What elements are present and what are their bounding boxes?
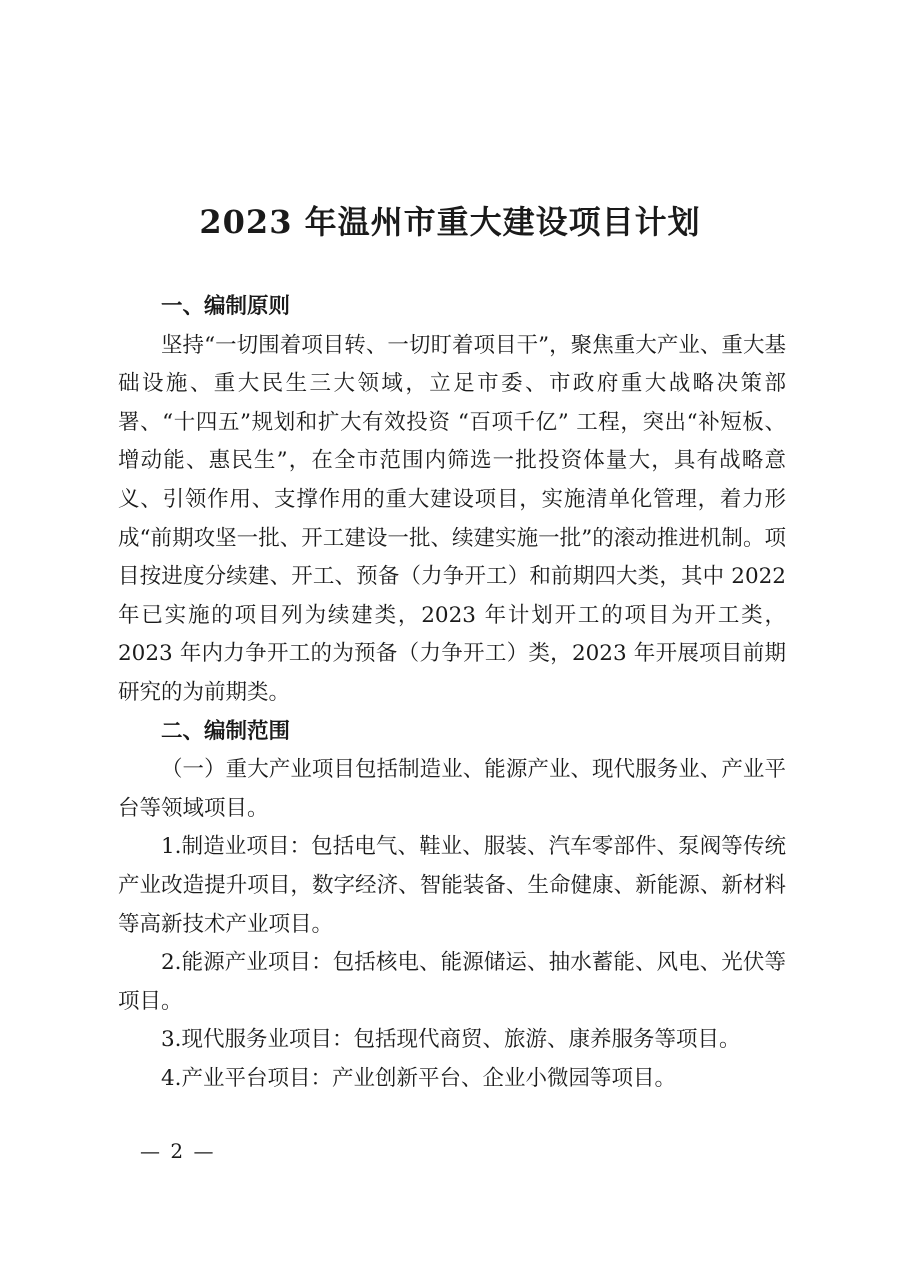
section-heading: 二、编制范围	[161, 718, 291, 744]
paragraph: 2.能源产业项目：包括核电、能源储运、抽水蓄能、风电、光伏等项目。	[118, 950, 786, 1014]
paragraph: 1.制造业项目：包括电气、鞋业、服装、汽车零部件、泵阀等传统产业改造提升项目，数字经济、智能装备、生命健康、新能源、新材料等高新技术产业项目。	[118, 834, 786, 937]
paragraph: 4.产业平台项目：产业创新平台、企业小微园等项目。	[161, 1065, 677, 1091]
paragraph: 3.现代服务业项目：包括现代商贸、旅游、康养服务等项目。	[161, 1027, 741, 1053]
document-title: 2023 年温州市重大建设项目计划	[199, 203, 701, 241]
paragraph: （一）重大产业项目包括制造业、能源产业、现代服务业、产业平台等领域项目。	[118, 757, 786, 821]
paragraph: 坚持“一切围着项目转、一切盯着项目干”，聚焦重大产业、重大基础设施、重大民生三大领域，立足市委、市政府重大战略决策部署、“十四五”规划和扩大有效投资 “百项千亿” 工程，突出“补短板、增动能、惠民生”，在全市范围内筛选一批投资体量大，具有战略意义、引领作用、支撑作用的重大建设项目，实施清单化管理，着力形成“前期攻坚一批、开工建设一批、续建实施一批”的滚动推进机制。项目按进度分续建、开工、预备（力争开工）和前期四大类，其中 2022 年已实施的项目列为续建类，2023 年计划开工的项目为开工类，2023 年内力争开工的为预备（力争开工）类，2023 年开展项目前期研究的为前期类。	[118, 332, 786, 705]
document-body	[118, 288, 786, 1098]
page-number: — 2 —	[140, 1139, 216, 1163]
section-heading: 一、编制原则	[161, 294, 291, 319]
